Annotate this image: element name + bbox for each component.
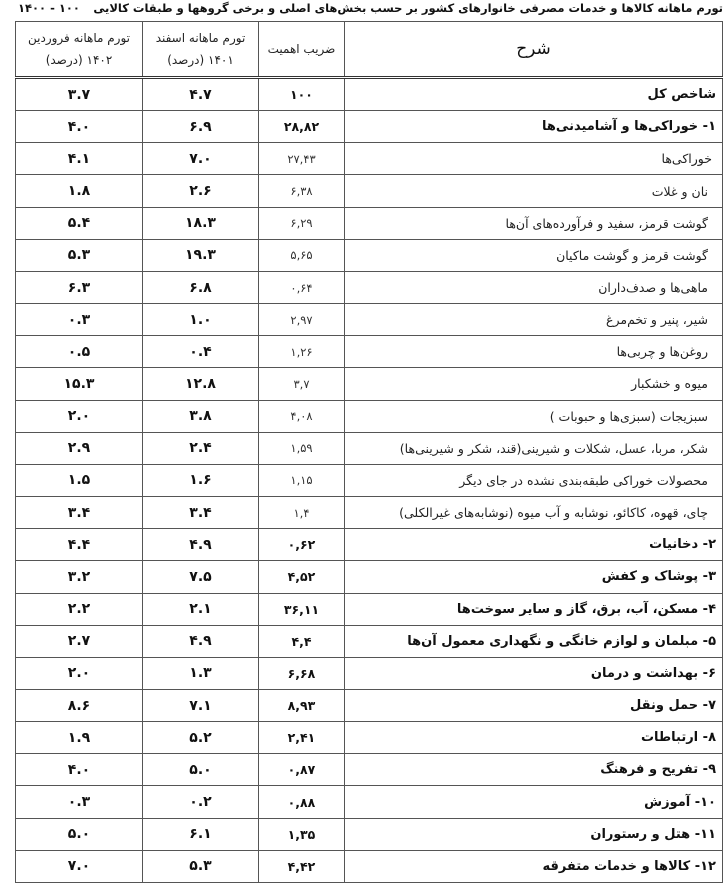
row-esfand-inflation: ۰.۴ (143, 336, 259, 368)
row-farvardin-inflation: ۸.۶ (16, 689, 143, 721)
row-esfand-inflation: ۵.۰ (143, 754, 259, 786)
row-description: محصولات خوراکی طبقه‌بندی نشده در جای دیگر (345, 464, 723, 496)
row-farvardin-inflation: ۳.۴ (16, 497, 143, 529)
row-description: ۷- حمل ونقل (345, 689, 723, 721)
row-weight: ۱,۴ (259, 497, 345, 529)
row-description: ۳- پوشاک و کفش (345, 561, 723, 593)
table-row (16, 143, 723, 175)
table-title: تورم ماهانه کالاها و خدمات مصرفی خانوارهای کشور بر حسب بخش‌های اصلی و برخی گروهها و طبقات کالایی (93, 1, 723, 15)
header-farvardin-line2: ۱۴۰۲ (درصد) (45, 53, 113, 67)
row-weight: ۱,۵۹ (259, 432, 345, 464)
row-weight: ۰,۶۴ (259, 271, 345, 303)
row-farvardin-inflation: ۰.۳ (16, 304, 143, 336)
row-farvardin-inflation: ۱.۹ (16, 722, 143, 754)
row-weight: ۲,۴۱ (259, 722, 345, 754)
header-esfand-line1: تورم ماهانه اسفند (155, 31, 246, 45)
row-farvardin-inflation: ۵.۰ (16, 818, 143, 850)
row-description: ۵- مبلمان و لوازم خانگی و نگهداری معمول آن‌ها (345, 625, 723, 657)
row-weight: ۱,۳۵ (259, 818, 345, 850)
table-row (16, 689, 723, 721)
row-description: روغن‌ها و چربی‌ها (345, 336, 723, 368)
row-esfand-inflation: ۱۸.۳ (143, 207, 259, 239)
table-header-row (16, 22, 723, 78)
row-esfand-inflation: ۶.۸ (143, 271, 259, 303)
row-esfand-inflation: ۱.۶ (143, 464, 259, 496)
row-description: ۹- تفریح و فرهنگ (345, 754, 723, 786)
row-description: گوشت قرمز و گوشت ماکیان (345, 239, 723, 271)
row-farvardin-inflation: ۲.۲ (16, 593, 143, 625)
row-weight: ۰,۶۲ (259, 529, 345, 561)
row-esfand-inflation: ۵.۳ (143, 850, 259, 882)
row-esfand-inflation: ۷.۵ (143, 561, 259, 593)
table-row (16, 657, 723, 689)
row-esfand-inflation: ۳.۴ (143, 497, 259, 529)
table-row (16, 497, 723, 529)
row-farvardin-inflation: ۱.۵ (16, 464, 143, 496)
row-description: ۱۰- آموزش (345, 786, 723, 818)
table-row (16, 304, 723, 336)
header-esfand (143, 22, 259, 78)
row-esfand-inflation: ۲.۶ (143, 175, 259, 207)
row-weight: ۱,۱۵ (259, 464, 345, 496)
header-weight: ضریب اهمیت (259, 22, 345, 78)
row-esfand-inflation: ۴.۷ (143, 78, 259, 111)
header-farvardin-line1: تورم ماهانه فروردین (28, 31, 130, 45)
table-row (16, 78, 723, 111)
table-row (16, 271, 723, 303)
row-weight: ۶,۲۹ (259, 207, 345, 239)
table-row (16, 239, 723, 271)
row-description: ۶- بهداشت و درمان (345, 657, 723, 689)
table-row (16, 561, 723, 593)
row-weight: ۲,۹۷ (259, 304, 345, 336)
row-description: خوراکی‌ها (345, 143, 723, 175)
row-farvardin-inflation: ۱.۸ (16, 175, 143, 207)
row-description: میوه و خشکبار (345, 368, 723, 400)
row-esfand-inflation: ۴.۹ (143, 529, 259, 561)
row-description: ۸- ارتباطات (345, 722, 723, 754)
row-weight: ۴,۴ (259, 625, 345, 657)
row-esfand-inflation: ۵.۲ (143, 722, 259, 754)
row-description: سبزیجات (سبزی‌ها و حبوبات ) (345, 400, 723, 432)
row-farvardin-inflation: ۶.۳ (16, 271, 143, 303)
row-farvardin-inflation: ۵.۳ (16, 239, 143, 271)
header-description: شرح (345, 22, 723, 78)
table-row (16, 722, 723, 754)
row-weight: ۲۷,۴۳ (259, 143, 345, 175)
row-weight: ۸,۹۳ (259, 689, 345, 721)
row-description: گوشت قرمز، سفید و فرآورده‌های آن‌ها (345, 207, 723, 239)
row-esfand-inflation: ۲.۴ (143, 432, 259, 464)
table-row (16, 786, 723, 818)
row-description: شیر، پنیر و تخم‌مرغ (345, 304, 723, 336)
row-description: چای، قهوه، کاکائو، نوشابه و آب میوه (نوشابه‌های غیرالکلی) (345, 497, 723, 529)
header-esfand-line2: ۱۴۰۱ (درصد) (167, 53, 234, 67)
table-row (16, 850, 723, 882)
row-farvardin-inflation: ۴.۱ (16, 143, 143, 175)
row-farvardin-inflation: ۳.۷ (16, 78, 143, 111)
row-esfand-inflation: ۷.۰ (143, 143, 259, 175)
row-weight: ۶,۶۸ (259, 657, 345, 689)
row-farvardin-inflation: ۰.۳ (16, 786, 143, 818)
row-farvardin-inflation: ۰.۵ (16, 336, 143, 368)
row-farvardin-inflation: ۴.۰ (16, 754, 143, 786)
row-description: ۱- خوراکی‌ها و آشامیدنی‌ها (345, 111, 723, 143)
row-description: ۱۱- هتل و رستوران (345, 818, 723, 850)
table-row (16, 111, 723, 143)
row-weight: ۵,۶۵ (259, 239, 345, 271)
row-esfand-inflation: ۱۹.۳ (143, 239, 259, 271)
row-description: شاخص کل (345, 78, 723, 111)
row-farvardin-inflation: ۲.۷ (16, 625, 143, 657)
table-row (16, 432, 723, 464)
table-row (16, 175, 723, 207)
table-row (16, 754, 723, 786)
row-weight: ۰,۸۸ (259, 786, 345, 818)
table-body (16, 78, 723, 883)
row-esfand-inflation: ۱.۳ (143, 657, 259, 689)
row-farvardin-inflation: ۴.۴ (16, 529, 143, 561)
row-farvardin-inflation: ۲.۰ (16, 657, 143, 689)
table-row (16, 625, 723, 657)
row-weight: ۳۶,۱۱ (259, 593, 345, 625)
row-esfand-inflation: ۶.۱ (143, 818, 259, 850)
row-weight: ۴,۴۲ (259, 850, 345, 882)
row-weight: ۳,۷ (259, 368, 345, 400)
table-row (16, 368, 723, 400)
row-esfand-inflation: ۷.۱ (143, 689, 259, 721)
table-row (16, 464, 723, 496)
table-row (16, 818, 723, 850)
row-weight: ۲۸,۸۲ (259, 111, 345, 143)
row-weight: ۰,۸۷ (259, 754, 345, 786)
row-weight: ۱,۲۶ (259, 336, 345, 368)
row-farvardin-inflation: ۷.۰ (16, 850, 143, 882)
row-esfand-inflation: ۲.۱ (143, 593, 259, 625)
row-esfand-inflation: ۱.۰ (143, 304, 259, 336)
row-farvardin-inflation: ۱۵.۳ (16, 368, 143, 400)
row-esfand-inflation: ۴.۹ (143, 625, 259, 657)
row-esfand-inflation: ۳.۸ (143, 400, 259, 432)
row-farvardin-inflation: ۲.۰ (16, 400, 143, 432)
base-year-label: ۱۰۰ - ۱۴۰۰ (18, 1, 80, 15)
row-farvardin-inflation: ۴.۰ (16, 111, 143, 143)
page-header (0, 0, 727, 18)
row-weight: ۴,۰۸ (259, 400, 345, 432)
row-description: شکر، مربا، عسل، شکلات و شیرینی(قند، شکر و شیرینی‌ها) (345, 432, 723, 464)
row-description: ماهی‌ها و صدف‌داران (345, 271, 723, 303)
table-row (16, 529, 723, 561)
row-description: ۱۲- کالاها و خدمات متفرقه (345, 850, 723, 882)
row-farvardin-inflation: ۳.۲ (16, 561, 143, 593)
row-description: ۲- دخانیات (345, 529, 723, 561)
table-row (16, 336, 723, 368)
row-description: نان و غلات (345, 175, 723, 207)
table-row (16, 593, 723, 625)
row-weight: ۱۰۰ (259, 78, 345, 111)
row-esfand-inflation: ۶.۹ (143, 111, 259, 143)
row-esfand-inflation: ۰.۲ (143, 786, 259, 818)
table-row (16, 207, 723, 239)
header-farvardin (16, 22, 143, 78)
row-esfand-inflation: ۱۲.۸ (143, 368, 259, 400)
table-row (16, 400, 723, 432)
row-farvardin-inflation: ۵.۴ (16, 207, 143, 239)
row-farvardin-inflation: ۲.۹ (16, 432, 143, 464)
inflation-table (15, 21, 723, 883)
row-weight: ۴,۵۲ (259, 561, 345, 593)
row-weight: ۶,۳۸ (259, 175, 345, 207)
row-description: ۴- مسکن، آب، برق، گاز و سایر سوخت‌ها (345, 593, 723, 625)
